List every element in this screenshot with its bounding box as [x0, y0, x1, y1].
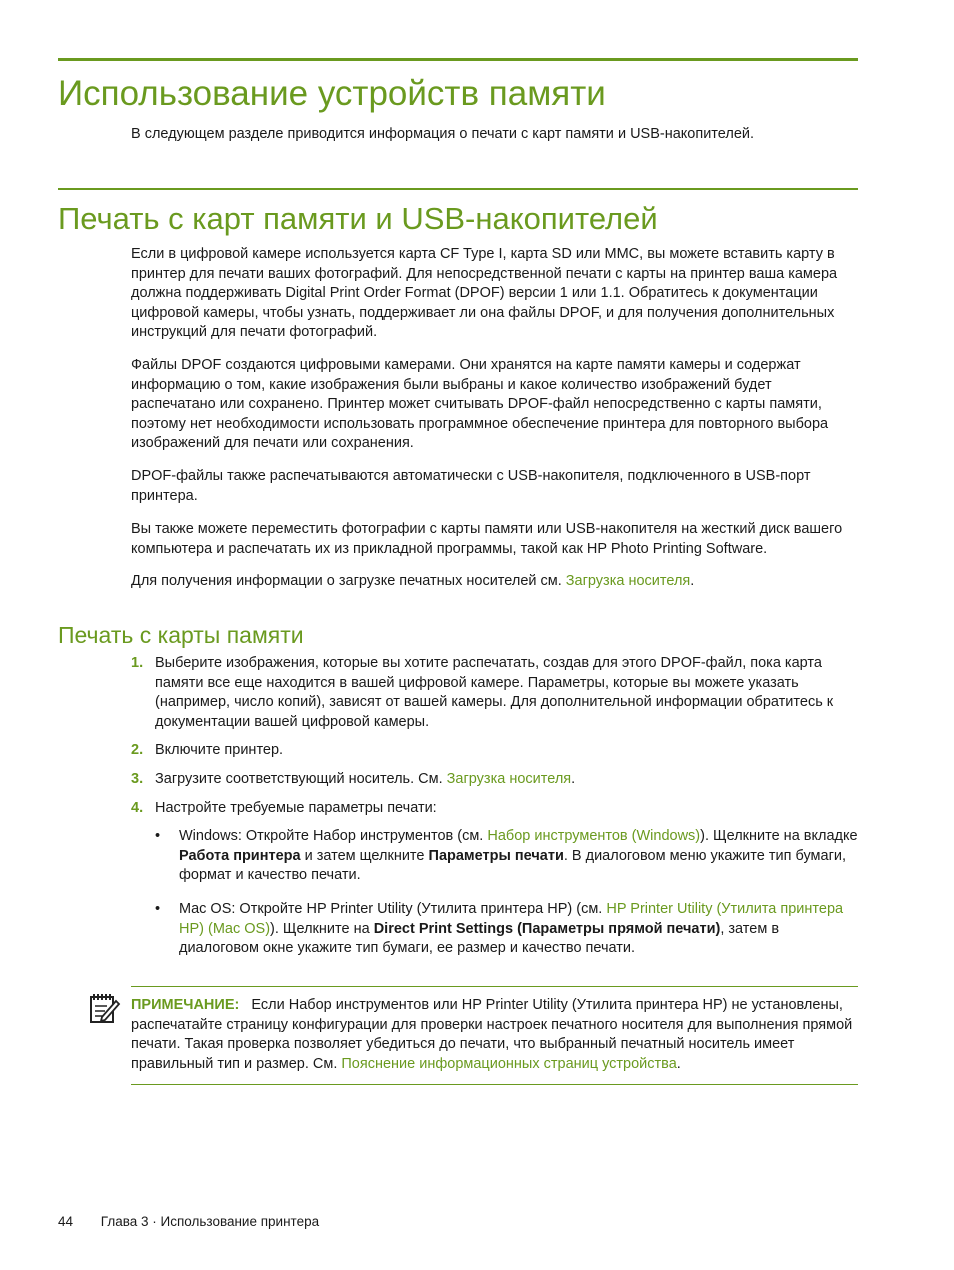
- toolbox-windows-link[interactable]: Набор инструментов (Windows): [487, 828, 701, 844]
- printer-services-tab-label: Работа принтера: [179, 847, 301, 864]
- subsection-rule: [58, 188, 858, 190]
- step-text: [155, 770, 859, 790]
- mac-text-1: Mac OS: Откройте HP Printer Utility (Утилита принтера HP) (см.: [179, 901, 607, 917]
- mac-text-2: ). Щелкните на: [270, 920, 374, 937]
- windows-text-2: ). Щелкните на вкладке: [700, 828, 858, 844]
- step-3-text: Загрузите соответствующий носитель. См.: [155, 771, 447, 787]
- mac-text-3: , затем в диалоговом окне укажите тип бумаги, ее размер и качество печати.: [179, 920, 780, 956]
- step-3-after: .: [571, 771, 576, 787]
- step-3: [131, 770, 859, 790]
- bullet-mac-text: [179, 900, 859, 959]
- paragraph-2: Файлы DPOF создаются цифровыми камерами. Они хранятся на карте памяти камеры и содержат информацию о том, какие изображения были выбраны и какое количество изображений будет распечатано или сохранено. Принтер может считывать DPOF-файл непосредственно с карты памяти, поэтому нет необходимости использовать программное обеспечение принтера для повторного выбора изображений для печати или сохранения.: [131, 357, 829, 451]
- bullet-icon: •: [155, 901, 161, 917]
- note-icon: [88, 991, 122, 1025]
- note-label: ПРИМЕЧАНИЕ:: [131, 997, 240, 1013]
- page-footer: [58, 1214, 319, 1229]
- note-top-rule: [131, 986, 858, 987]
- note-body: Если Набор инструментов или HP Printer Utility (Утилита принтера HP) не установлены, распечатайте страницу конфигурации для проверки настроек печатного носителя для выполнения прямой печати. Такая проверка позволяет убедиться до печати, что выбранный печатный носитель имеет правильный тип и размер. См.: [131, 997, 857, 1072]
- section-intro: В следующем разделе приводится информация о печати с карт памяти и USB-накопителей.: [131, 126, 755, 142]
- bullet-mac: [155, 900, 859, 959]
- media-link[interactable]: Загрузка носителя: [565, 573, 691, 589]
- paragraph-1: Если в цифровой камере используется карта CF Type I, карта SD или MMC, вы можете вставить карту в принтер для печати ваших фотографий. Для непосредственной печати с карты на принтер ваша камера должна поддерживать Digital Print Order Format (DPOF) версии 1 или 1.1. Обратитесь к документации цифровой камеры, чтобы узнать, поддерживает ли она файлы DPOF, и для получения дополнительных инструкций для печати фотографий.: [131, 246, 838, 340]
- step-text: Выберите изображения, которые вы хотите распечатать, создав для этого DPOF-файл, пока карта памяти все еще находится в вашей цифровой камере. Параметры, которые вы можете указать (например, число копий), зависят от вашей камеры. Для дополнительной информации обратитесь к документации вашей цифровой камеры.: [155, 655, 834, 730]
- media-reference-after: .: [690, 573, 695, 589]
- card-print-title: Печать с карты памяти: [58, 622, 304, 648]
- step-3-media-link[interactable]: Загрузка носителя: [446, 771, 572, 787]
- top-rule: [58, 58, 858, 61]
- step-number: 4.: [131, 800, 144, 816]
- page-number: 44: [58, 1214, 74, 1229]
- paragraph-4: Вы также можете переместить фотографии с карты памяти или USB-накопителя на жесткий диск вашего компьютера и распечатать их из прикладной программы, такой как HP Photo Printing Software.: [131, 521, 843, 557]
- subsection-title: Печать с карт памяти и USB-накопителей: [58, 201, 658, 236]
- media-reference: [131, 572, 859, 592]
- windows-text-1: Windows: Откройте Набор инструментов (см.: [179, 828, 488, 844]
- print-settings-label: Параметры печати: [428, 847, 564, 864]
- step-1: [131, 654, 859, 732]
- bullet-windows-text: [179, 827, 859, 886]
- note-after: .: [676, 1055, 681, 1072]
- step-number: 1.: [131, 655, 144, 671]
- section-title: Использование устройств памяти: [58, 74, 606, 113]
- bullet-windows: [155, 827, 859, 886]
- step-text: Настройте требуемые параметры печати:: [155, 800, 437, 816]
- bullet-icon: •: [155, 828, 161, 844]
- note-bottom-rule: [131, 1084, 858, 1085]
- media-reference-text: Для получения информации о загрузке печатных носителей см.: [131, 573, 566, 589]
- paragraph-3: DPOF-файлы также распечатываются автоматически с USB-накопителя, подключенного в USB-порт принтера.: [131, 468, 811, 504]
- info-pages-link[interactable]: Пояснение информационных страниц устройства: [341, 1055, 677, 1072]
- note-text: [131, 996, 859, 1074]
- hp-printer-utility-link[interactable]: HP Printer Utility (Утилита принтера HP) (Mac OS): [179, 901, 844, 937]
- chapter-title: Глава 3 · Использование принтера: [100, 1214, 320, 1229]
- windows-text-4: . В диалоговом меню укажите тип бумаги, формат и качество печати.: [179, 847, 847, 883]
- step-text: Включите принтер.: [155, 742, 284, 758]
- direct-print-settings-label: Direct Print Settings (Параметры прямой печати): [373, 920, 721, 937]
- windows-text-3: и затем щелкните: [300, 847, 429, 864]
- step-2: [131, 741, 859, 761]
- step-4: [131, 799, 859, 819]
- step-number: 3.: [131, 771, 144, 787]
- step-number: 2.: [131, 742, 144, 758]
